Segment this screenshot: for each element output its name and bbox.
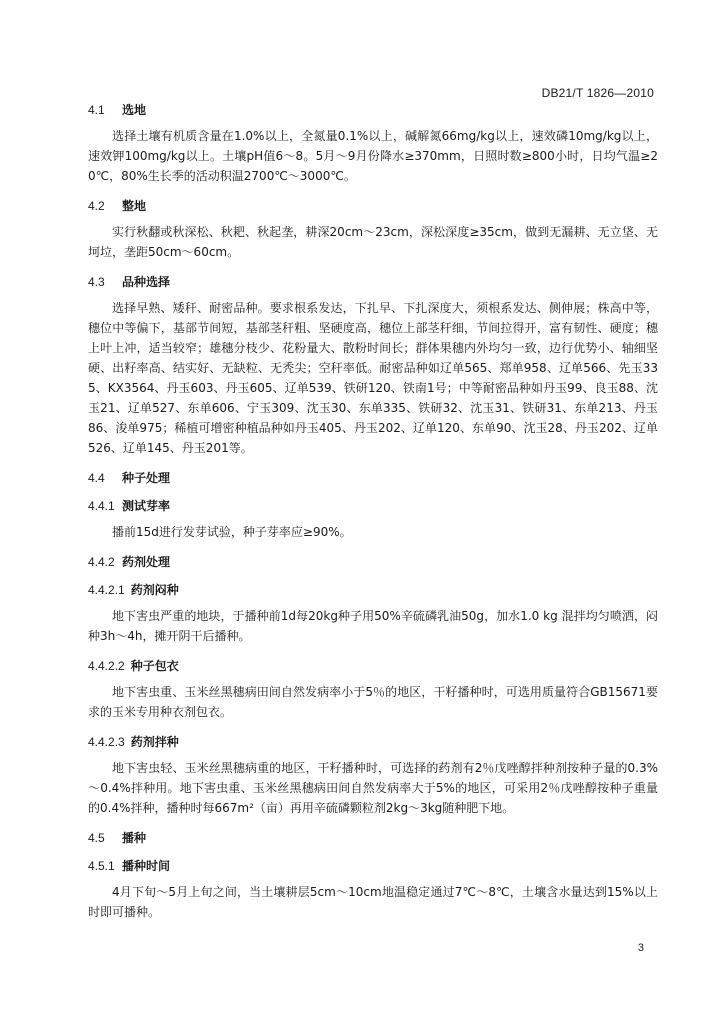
- section-title: 播种时间: [122, 859, 171, 873]
- paragraph: 选择早熟、矮秆、耐密品种。要求根系发达，下扎早、下扎深度大，须根系发达、侧伸展；株高中等，穗位中等偏下，基部节间短，基部茎秆粗、坚硬度高，穗位上部茎秆细，节间拉得开，富有韧性、硬度；穗上叶上冲，适当较窄；雄穗分枝少、花粉量大、散粉时间长；群体果穗内外均匀一致，边行优势小、轴细坚硬、出籽率高、结实好、无缺粒、无秃尖；空秆率低。耐密品种如辽单565、郑单958、辽单566、先玉335、KX3564、丹玉603、丹玉605、辽单539、铁研120、铁南1号；中等耐密品种如丹玉99、良玉88、沈玉21、辽单527、东单606、宁玉309、沈玉30、东单335、铁研32、沈玉31、铁研31、东单213、丹玉86、浚单975；稀植可增密种植品种如丹玉405、丹玉202、辽单120、东单90、沈玉28、丹玉202、辽单526、辽单145、丹玉201等。: [88, 301, 658, 455]
- paragraph: 4月下旬～5月上旬之间，当土壤耕层5cm～10cm地温稳定通过7℃～8℃，土壤含水量达到15%以上时即可播种。: [88, 885, 658, 919]
- section-number: 4.4.2.1: [88, 583, 125, 597]
- paragraph: 地下害虫严重的地块，于播种前1d每20kg种子用50%辛硫磷乳油50g，加水1.0 kg 混拌均匀喷洒，闷种3h～4h，摊开阴干后播种。: [88, 609, 658, 643]
- section-number: 4.1: [88, 103, 105, 117]
- section-title: 种子包衣: [130, 659, 179, 673]
- section-title: 整地: [122, 199, 147, 213]
- section-title: 测试芽率: [122, 499, 171, 513]
- section-heading: [88, 830, 658, 846]
- standard-code: DB21/T 1826—2010: [541, 86, 654, 100]
- section-title: 药剂闷种: [130, 583, 179, 597]
- paragraph: 实行秋翻或秋深松、秋耙、秋起垄，耕深20cm～23cm，深松深度≥35cm，做到无漏耕、无立垡、无坷垃，垄距50cm～60cm。: [88, 225, 658, 259]
- section-number: 4.4.1: [88, 499, 115, 513]
- section-heading: [88, 470, 658, 486]
- section-number: 4.4.2.3: [88, 735, 125, 749]
- section-title: 药剂处理: [122, 555, 171, 569]
- section-number: 4.3: [88, 275, 105, 289]
- section-heading: [88, 734, 658, 750]
- section-heading: [88, 582, 658, 598]
- section-title: 药剂拌种: [130, 735, 179, 749]
- section-heading: [88, 658, 658, 674]
- section-number: 4.2: [88, 199, 105, 213]
- section-title: 播种: [122, 831, 147, 845]
- section-title: 品种选择: [122, 275, 171, 289]
- section-number: 4.4.2: [88, 555, 115, 569]
- section-heading: [88, 102, 658, 118]
- section-heading: [88, 858, 658, 874]
- page-number: 3: [637, 942, 644, 954]
- section-title: 种子处理: [122, 471, 171, 485]
- section-heading: [88, 198, 658, 214]
- document-body: [88, 102, 658, 922]
- paragraph: 地下害虫轻、玉米丝黑穗病重的地区，干籽播种时，可选择的药剂有2％戊唑醇拌种剂按种子量的0.3%～0.4%拌种用。地下害虫重、玉米丝黑穗病田间自然发病率大于5%的地区，可采用2％戊唑醇按种子重量的0.4%拌种，播种时每667m²（亩）再用辛硫磷颗粒剂2kg～3kg随种肥下地。: [88, 761, 658, 815]
- section-heading: [88, 554, 658, 570]
- paragraph: 地下害虫重、玉米丝黑穗病田间自然发病率小于5％的地区，干籽播种时，可选用质量符合GB15671要求的玉米专用种衣剂包衣。: [88, 685, 658, 719]
- section-number: 4.4.2.2: [88, 659, 125, 673]
- paragraph: 播前15d进行发芽试验，种子芽率应≥90%。: [112, 525, 352, 539]
- section-heading: [88, 498, 658, 514]
- section-title: 选地: [122, 103, 147, 117]
- section-number: 4.5: [88, 831, 105, 845]
- paragraph: 选择土壤有机质含量在1.0%以上，全氮量0.1%以上，碱解氮66mg/kg以上，速效磷10mg/kg以上，速效钾100mg/kg以上。土壤pH值6～8。5月～9月份降水≥370mm，日照时数≥800小时，日均气温≥20℃，80%生长季的活动积温2700℃～3000℃。: [88, 129, 658, 183]
- section-heading: [88, 274, 658, 290]
- section-number: 4.5.1: [88, 859, 115, 873]
- section-number: 4.4: [88, 471, 105, 485]
